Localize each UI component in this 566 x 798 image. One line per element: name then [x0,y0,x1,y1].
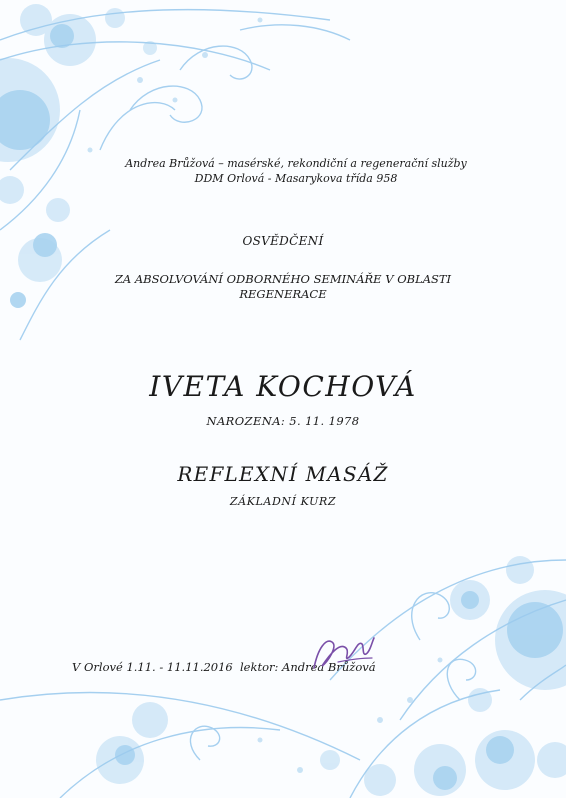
issuer-block [0,156,566,186]
course-name: REFLEXNÍ MASÁŽ [177,462,389,486]
issuer-line-2: DDM Orlová - Masarykova třída 958 [194,172,398,185]
recipient-name: IVETA KOCHOVÁ [149,370,417,403]
certificate-subtitle [0,272,566,302]
certificate-title: OSVĚDČENÍ [242,234,324,248]
lecturer-name: lektor: Andrea Brůžová [240,660,376,674]
subtitle-line-1: ZA ABSOLVOVÁNÍ ODBORNÉHO SEMINÁŘE V OBLASTI [114,272,452,286]
signature [308,628,380,678]
birth-date: NAROZENA: 5. 11. 1978 [206,414,360,428]
subtitle-line-2: REGENERACE [239,287,327,301]
issuer-line-1: Andrea Brůžová – masérské, rekondiční a regenerační služby [125,157,467,170]
course-level: ZÁKLADNÍ KURZ [229,495,337,508]
place-and-date: V Orlové 1.11. - 11.11.2016 [72,660,233,674]
